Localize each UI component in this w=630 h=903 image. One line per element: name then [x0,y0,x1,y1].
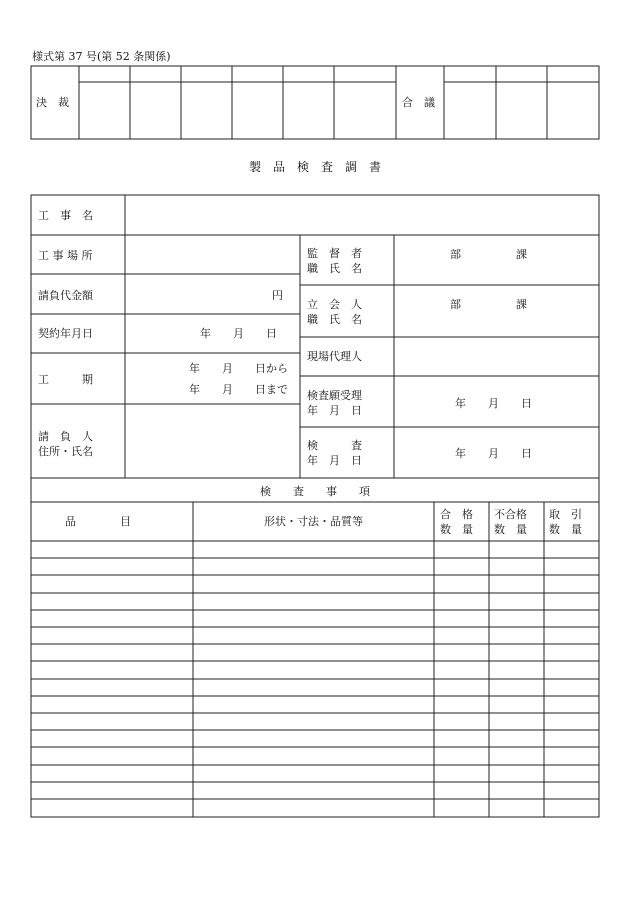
inspection-header: 検 査 事 項 [260,485,370,498]
col-gokaku-1: 合 格 [440,508,473,521]
keiyaku-date-value: 年 月 日 [200,327,277,340]
label-kensa-1: 検 査 [307,439,362,452]
col-torihiki-1: 取 引 [549,508,582,521]
label-koji-mei: 工 事 名 [38,209,93,222]
label-ukeoi-daikin: 請負代金額 [38,289,93,302]
col-fugokaku-1: 不合格 [494,508,527,521]
label-kensa-negai-2: 年 月 日 [307,404,362,417]
label-kensa-negai-1: 検査願受理 [307,389,362,402]
label-tachiainin-2: 職 氏 名 [307,313,362,326]
col-torihiki-2: 数 量 [549,523,582,536]
label-tachiainin-1: 立 会 人 [307,298,362,311]
kensa-negai-date: 年 月 日 [455,397,532,410]
main-form-box [31,195,599,817]
label-kantokusha-2: 職 氏 名 [307,262,362,275]
col-gokaku-2: 数 量 [440,523,473,536]
gogi-label: 合 議 [402,96,435,109]
label-koki: 工 期 [38,373,93,386]
koki-from: 年 月 日から [189,362,288,375]
label-ukeoinin-2: 住所・氏名 [38,445,93,458]
label-keiyaku-date: 契約年月日 [38,327,93,340]
label-genba-dairinin: 現場代理人 [307,350,362,363]
label-koji-basho: 工 事 場 所 [38,249,93,262]
yen-unit: 円 [272,289,283,302]
koki-to: 年 月 日まで [189,383,288,396]
document-title: 製 品 検 査 調 書 [248,160,381,174]
label-kantokusha-1: 監 督 者 [307,247,362,260]
label-ukeoinin-1: 請 負 人 [38,430,93,443]
approval-box [31,66,599,139]
kessai-label: 決 裁 [36,96,69,109]
label-kensa-2: 年 月 日 [307,454,362,467]
bu-ka-tachiainin: 部 課 [450,298,527,311]
col-keijo: 形状・寸法・品質等 [264,515,363,528]
form-number: 様式第 37 号(第 52 条関係) [32,50,171,63]
col-fugokaku-2: 数 量 [494,523,527,536]
kensa-date: 年 月 日 [455,447,532,460]
bu-ka-kantokusha: 部 課 [450,248,527,261]
col-hinmoku: 品 目 [65,515,131,528]
